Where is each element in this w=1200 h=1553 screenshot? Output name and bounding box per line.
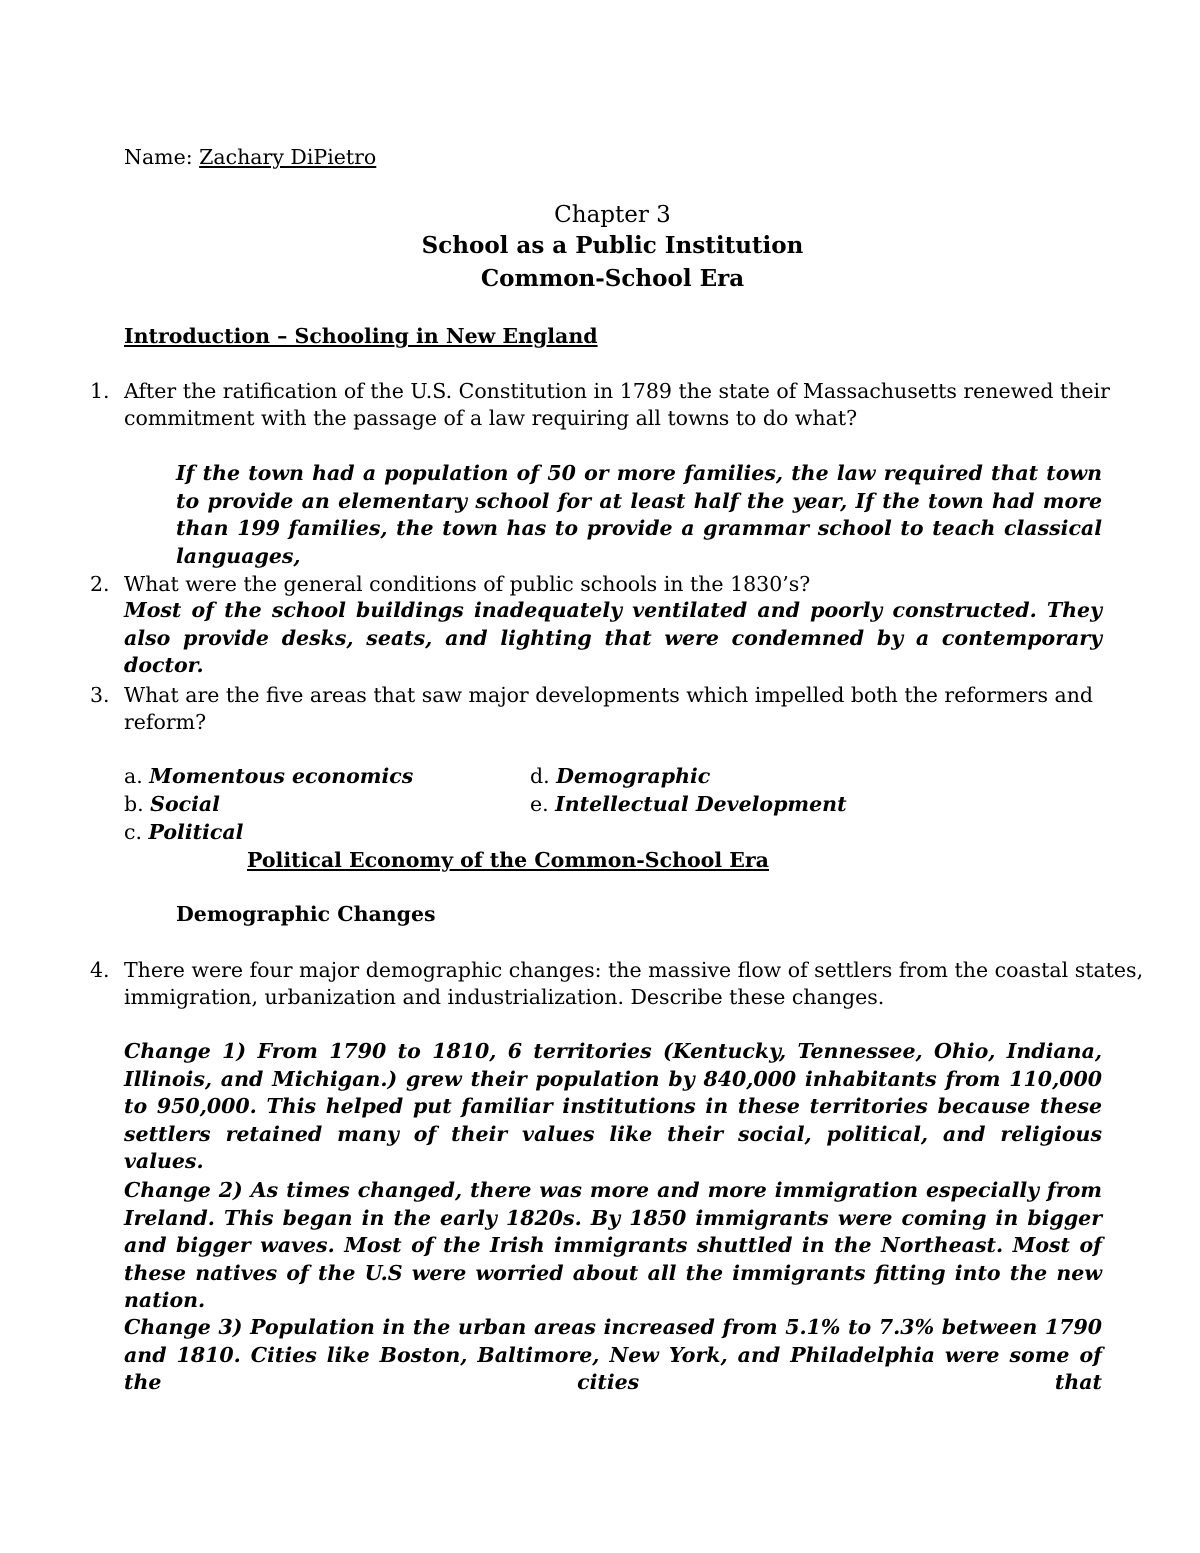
question-number: 1.	[90, 379, 110, 403]
answer-change-1: Change 1) From 1790 to 1810, 6 territories (Kentucky, Tennessee, Ohio, Indiana, Illinois, and Michigan.) grew their population by 840,000 inhabitants from 110,000 to 950,000. This helped put familiar institutions in these territories because these settlers retained many of their values like their social, political, and religious values.	[124, 1039, 1102, 1173]
answer-1: If the town had a population of 50 or more families, the law required that town to provide an elementary school for at least half the year, If the town had more than 199 families, the town has to provide a grammar school to teach classical languages,	[176, 461, 1102, 568]
question-1-line-2: commitment with the passage of a law requiring all towns to do what?	[124, 406, 858, 430]
area-item: d. Demographic	[530, 764, 711, 788]
question-4-line-1: There were four major demographic changes: the massive flow of settlers from the coastal states,	[124, 958, 1144, 982]
question-number: 4.	[90, 958, 110, 982]
name-label: Name:	[124, 145, 200, 169]
question-3-line-2: reform?	[124, 710, 207, 734]
name-line	[124, 143, 376, 171]
question-2: What were the general conditions of public schools in the 1830’s?	[124, 572, 811, 596]
area-item: e. Intellectual Development	[530, 792, 847, 816]
section-heading-intro: Introduction – Schooling in New England	[124, 324, 598, 348]
section-heading-political-economy: Political Economy of the Common-School Era	[247, 848, 769, 872]
question-1-line-1: After the ratification of the U.S. Constitution in 1789 the state of Massachusetts renewed their	[124, 379, 1110, 403]
answer-change-3: Change 3) Population in the urban areas increased from 5.1% to 7.3% between 1790 and 1810. Cities like Boston, Baltimore, New York, and Philadelphia were some of the cities that	[124, 1315, 1102, 1394]
question-number: 3.	[90, 683, 110, 707]
subsection-heading-demographic: Demographic Changes	[176, 902, 436, 926]
chapter-title: Chapter 3	[554, 202, 671, 228]
area-item: a. Momentous economics	[124, 764, 414, 788]
answer-2: Most of the school buildings inadequately ventilated and poorly constructed. They also provide desks, seats, and lighting that were condemned by a contemporary doctor.	[124, 598, 1102, 677]
question-4-line-2: immigration, urbanization and industrialization. Describe these changes.	[124, 985, 885, 1009]
student-name: Zachary DiPietro	[199, 145, 377, 169]
chapter-subtitle: School as a Public Institution	[421, 232, 804, 259]
era-title: Common-School Era	[480, 265, 745, 292]
area-item: b. Social	[124, 792, 220, 816]
question-3-line-1: What are the five areas that saw major developments which impelled both the reformers and	[124, 683, 1094, 707]
answer-change-2: Change 2) As times changed, there was more and more immigration especially from Ireland. This began in the early 1820s. By 1850 immigrants were coming in bigger and bigger waves. Most of the Irish immigrants shuttled in the Northeast. Most of these natives of the U.S were worried about all the immigrants fitting into the new nation.	[124, 1178, 1102, 1312]
question-number: 2.	[90, 572, 110, 596]
area-item: c. Political	[124, 820, 244, 844]
